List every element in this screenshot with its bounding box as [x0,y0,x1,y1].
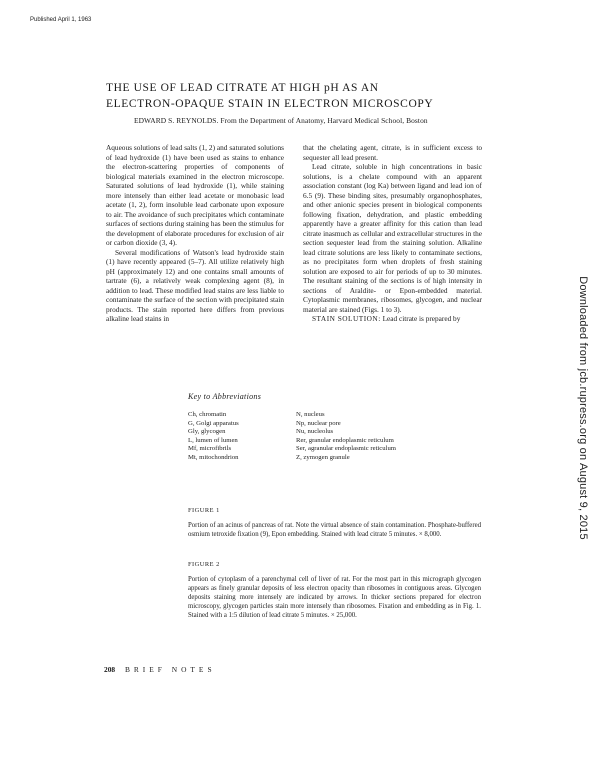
section-text: Lead citrate is prepared by [382,314,461,323]
figure-1-label: FIGURE 1 [188,507,220,514]
abbreviation: Nu, nucleolus [296,428,334,435]
section-heading: STAIN SOLUTION: [312,314,381,323]
table-row [188,420,396,429]
article-title [106,80,433,112]
abbreviation: Mt, mitochondrion [188,453,239,461]
table-row [188,411,396,420]
title-line-2: ELECTRON-OPAQUE STAIN IN ELECTRON MICROSCOPY [106,98,434,110]
abbreviation-table [188,411,396,462]
text-column-left [106,143,284,324]
published-note: Published April 1, 1963 [30,17,92,23]
figure-2-label: FIGURE 2 [188,561,220,568]
abbreviation: N, nucleus [296,411,325,418]
abbreviation: Gly, glycogen [188,428,226,435]
table-row [188,445,396,454]
text-column-right [303,143,482,324]
title-line-1: THE USE OF LEAD CITRATE AT HIGH pH AS AN [106,82,379,94]
section-paragraph [303,314,482,324]
journal-section: BRIEF NOTES [124,665,216,674]
paragraph: Aqueous solutions of lead salts (1, 2) and saturated solutions of lead hydroxide (1) have been used as stains to enhance the electron-scattering properties of components of biological materials examined in the electron microscope. Saturated solutions of lead hydroxide (1), while staining more intensely than either lead acetate or monobasic lead acetate (1, 2), form insoluble lead carbonate upon exposure to air. The avoidance of such precipitates which contaminate surfaces of sections during staining has been the stimulus for the development of elaborate procedures for exclusion of air or carbon dioxide (3, 4). [106,143,284,247]
download-note: Downloaded from jcb.rupress.org on August 9, 2015 [577,276,589,540]
figure-1-caption: Portion of an acinus of pancreas of rat. Note the virtual absence of stain contamination. Phosphate-buffered osmium tetroxide fixation (9), Epon embedding. Stained with lead citrate 5 minutes. × 8,000. [188,522,481,538]
abbreviation: Z, zymogen granule [296,453,350,461]
table-row [188,428,396,437]
table-row [188,454,396,463]
figure-2-caption: Portion of cytoplasm of a parenchymal cell of liver of rat. For the most part in this micrograph glycogen appears as finely granular deposits of less electron opacity than ribosomes in contiguous areas. Glycogen deposits staining more intensely are indicated by arrows. In thicker sections prepared for electron microscopy, glycogen particles stain more intensely than ribosomes. Fixation and embedding as in Fig. 1. Stained with a 1:5 dilution of lead citrate 5 minutes. × 25,000. [188,576,481,619]
key-title: Key to Abbreviations [188,392,262,401]
abbreviation: Mf, microfibrils [188,445,232,452]
page-number: 208 [104,665,116,674]
abbreviation: G, Golgi apparatus [188,419,239,427]
author-byline: EDWARD S. REYNOLDS. From the Department of Anatomy, Harvard Medical School, Boston [134,116,428,125]
abbreviation: L, lumen of lumen [188,436,238,444]
abbreviation: Ch, chromatin [188,411,227,418]
page-footer [104,665,216,674]
table-row [188,437,396,446]
paragraph: Lead citrate, soluble in high concentrations in basic solutions, is a chelate compound with an apparent association constant (log Ka) between ligand and lead ion of 6.5 (9). These binding sites, presumably organophosphates, and other anionic species present in biological components following fixation, dehydration, and plastic embedding apparently have a greater affinity for this cation than lead citrate inasmuch as cellular and extracellular structures in the section sequester lead from the staining solution. Alkaline lead citrate solutions are less likely to contaminate sections, as no precipitates form when droplets of fresh staining solution are exposed to air for periods of up to 30 minutes. The resultant staining of the sections is of high intensity in sections of Araldite- or Epon-embedded material. Cytoplasmic membranes, ribosomes, glycogen, and nuclear material are stained (Figs. 1 to 3). [303,162,482,314]
abbreviation: Rer, granular endoplasmic reticulum [296,436,394,444]
paragraph: Several modifications of Watson's lead hydroxide stain (1) have recently appeared (5–7). All utilize relatively high pH (approximately 12) and one contains small amounts of tartrate (6), a relatively weak complexing agent (8), in addition to lead. These modified lead stains are less liable to contaminate the surface of the section with precipitated stain products. The stain reported here differs from previous alkaline lead stains in [106,247,284,323]
abbreviation: Np, nuclear pore [296,419,341,427]
paragraph: that the chelating agent, citrate, is in sufficient excess to sequester all lead present. [303,143,482,162]
abbreviation: Ser, agranular endoplasmic reticulum [296,445,397,452]
